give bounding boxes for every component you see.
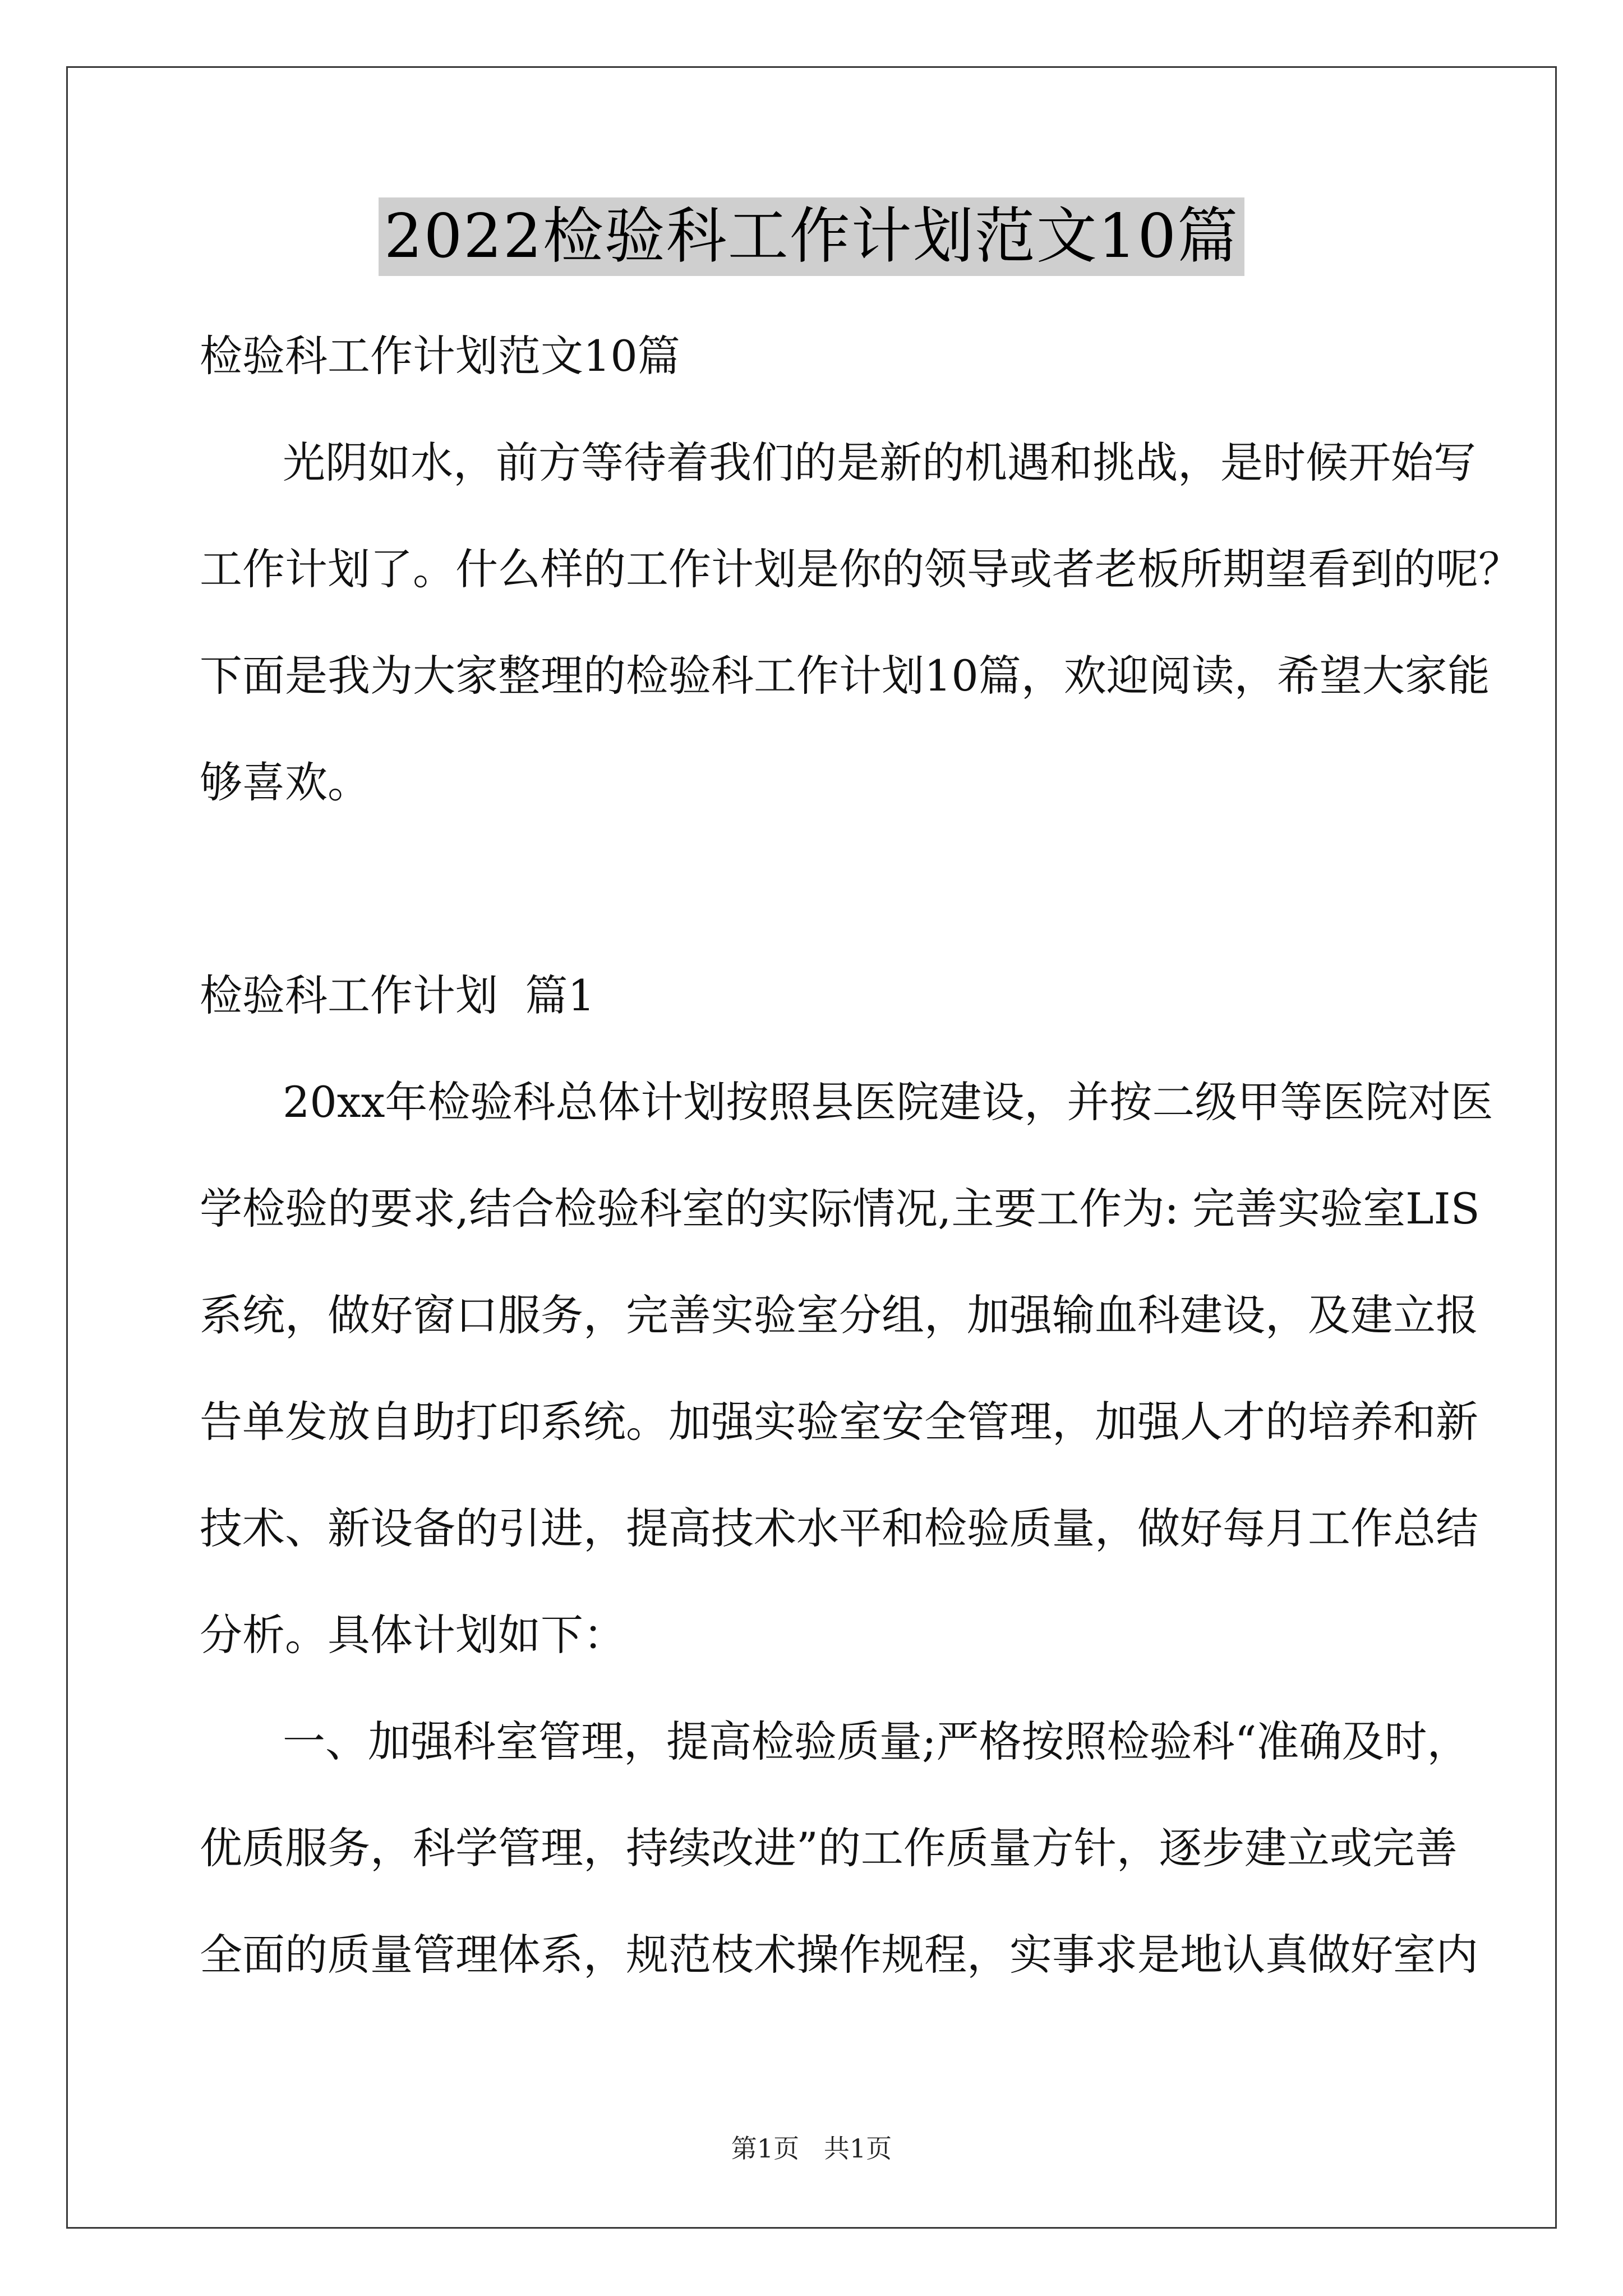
paragraph-line: 20xx年检验科总体计划按照县医院建设，并按二级甲等医院对医 — [283, 1077, 1493, 1127]
document-body — [200, 303, 1521, 2008]
document-title: 2022检验科工作计划范文10篇 — [379, 197, 1244, 276]
paragraph-line: 分析。具体计划如下： — [200, 1610, 626, 1660]
paragraph-line: 一、加强科室管理，提高检验质量;严格按照检验科“准确及时， — [283, 1717, 1470, 1766]
section-heading: 检验科工作计划 篇1 — [200, 970, 595, 1020]
intro-line: 光阴如水，前方等待着我们的是新的机遇和挑战，是时候开始写 — [283, 438, 1476, 487]
paragraph-line: 系统，做好窗口服务，完善实验室分组，加强输血科建设，及建立报 — [200, 1290, 1478, 1340]
document-subtitle: 检验科工作计划范文10篇 — [200, 331, 680, 381]
paragraph-line: 全面的质量管理体系，规范枝术操作规程，实事求是地认真做好室内 — [200, 1930, 1478, 1980]
paragraph-line: 告单发放自助打印系统。加强实验室安全管理，加强人才的培养和新 — [200, 1397, 1478, 1447]
intro-line: 够喜欢。 — [200, 757, 370, 807]
intro-line: 下面是我为大家整理的检验科工作计划10篇，欢迎阅读，希望大家能 — [200, 651, 1490, 701]
intro-line: 工作计划了。什么样的工作计划是你的领导或者老板所期望看到的呢？ — [200, 544, 1521, 594]
paragraph-line: 学检验的要求,结合检验科室的实际情况,主要工作为: 完善实验室LIS — [200, 1184, 1480, 1234]
page-footer: 第1页 共1页 — [731, 2133, 892, 2164]
paragraph-line: 优质服务，科学管理，持续改进”的工作质量方针，逐步建立或完善 — [200, 1823, 1458, 1873]
spacer — [200, 836, 1428, 942]
paragraph-line: 技术、新设备的引进，提高技术水平和检验质量，做好每月工作总结 — [200, 1503, 1478, 1553]
title-container — [0, 197, 1623, 276]
